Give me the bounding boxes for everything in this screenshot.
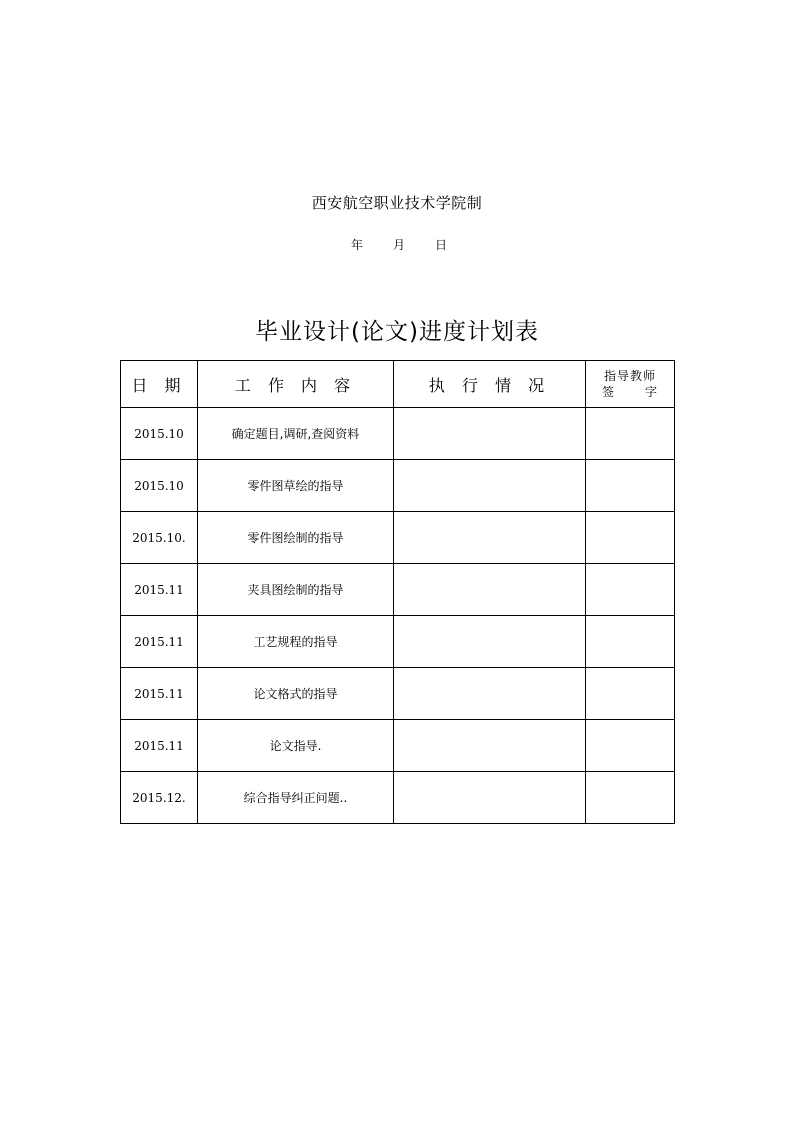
header-execution-status: 执 行 情 况	[394, 361, 586, 408]
document-title: 毕业设计(论文)进度计划表	[255, 319, 539, 345]
table-row	[121, 512, 675, 564]
row-work-content: 论文格式的指导	[198, 668, 394, 720]
header-sign-line2: 签 字	[602, 385, 658, 399]
table-row	[121, 408, 675, 460]
progress-schedule-table	[120, 360, 675, 824]
table-header-row	[121, 361, 675, 408]
table-row	[121, 616, 675, 668]
row-execution-status[interactable]	[394, 772, 586, 824]
row-execution-status[interactable]	[394, 512, 586, 564]
row-advisor-signature[interactable]	[586, 772, 675, 824]
row-execution-status[interactable]	[394, 616, 586, 668]
row-date: 2015.11	[121, 564, 198, 616]
row-date: 2015.11	[121, 616, 198, 668]
row-execution-status[interactable]	[394, 408, 586, 460]
row-date: 2015.10	[121, 408, 198, 460]
row-work-content: 工艺规程的指导	[198, 616, 394, 668]
row-date: 2015.10	[121, 460, 198, 512]
row-work-content: 零件图绘制的指导	[198, 512, 394, 564]
row-work-content: 确定题目,调研,查阅资料	[198, 408, 394, 460]
row-date: 2015.12.	[121, 772, 198, 824]
row-work-content: 夹具图绘制的指导	[198, 564, 394, 616]
row-advisor-signature[interactable]	[586, 460, 675, 512]
row-execution-status[interactable]	[394, 564, 586, 616]
row-date: 2015.10.	[121, 512, 198, 564]
row-execution-status[interactable]	[394, 720, 586, 772]
table-row	[121, 460, 675, 512]
row-advisor-signature[interactable]	[586, 408, 675, 460]
header-date: 日 期	[121, 361, 198, 408]
row-advisor-signature[interactable]	[586, 668, 675, 720]
table-row	[121, 772, 675, 824]
row-advisor-signature[interactable]	[586, 512, 675, 564]
row-advisor-signature[interactable]	[586, 720, 675, 772]
header-work-content: 工 作 内 容	[198, 361, 394, 408]
row-work-content: 零件图草绘的指导	[198, 460, 394, 512]
date-month-label: 月	[393, 238, 406, 252]
date-year-label: 年	[351, 238, 364, 252]
header-advisor-signature	[586, 361, 675, 408]
table-row	[121, 720, 675, 772]
row-work-content: 论文指导.	[198, 720, 394, 772]
institution-name: 西安航空职业技术学院制	[311, 194, 483, 212]
table-row	[121, 564, 675, 616]
row-execution-status[interactable]	[394, 460, 586, 512]
row-advisor-signature[interactable]	[586, 616, 675, 668]
row-date: 2015.11	[121, 720, 198, 772]
row-work-content: 综合指导纠正问题..	[198, 772, 394, 824]
date-day-label: 日	[435, 238, 448, 252]
row-advisor-signature[interactable]	[586, 564, 675, 616]
date-line	[0, 236, 794, 252]
table-row	[121, 668, 675, 720]
header-sign-line1: 指导教师	[603, 369, 656, 383]
row-execution-status[interactable]	[394, 668, 586, 720]
row-date: 2015.11	[121, 668, 198, 720]
